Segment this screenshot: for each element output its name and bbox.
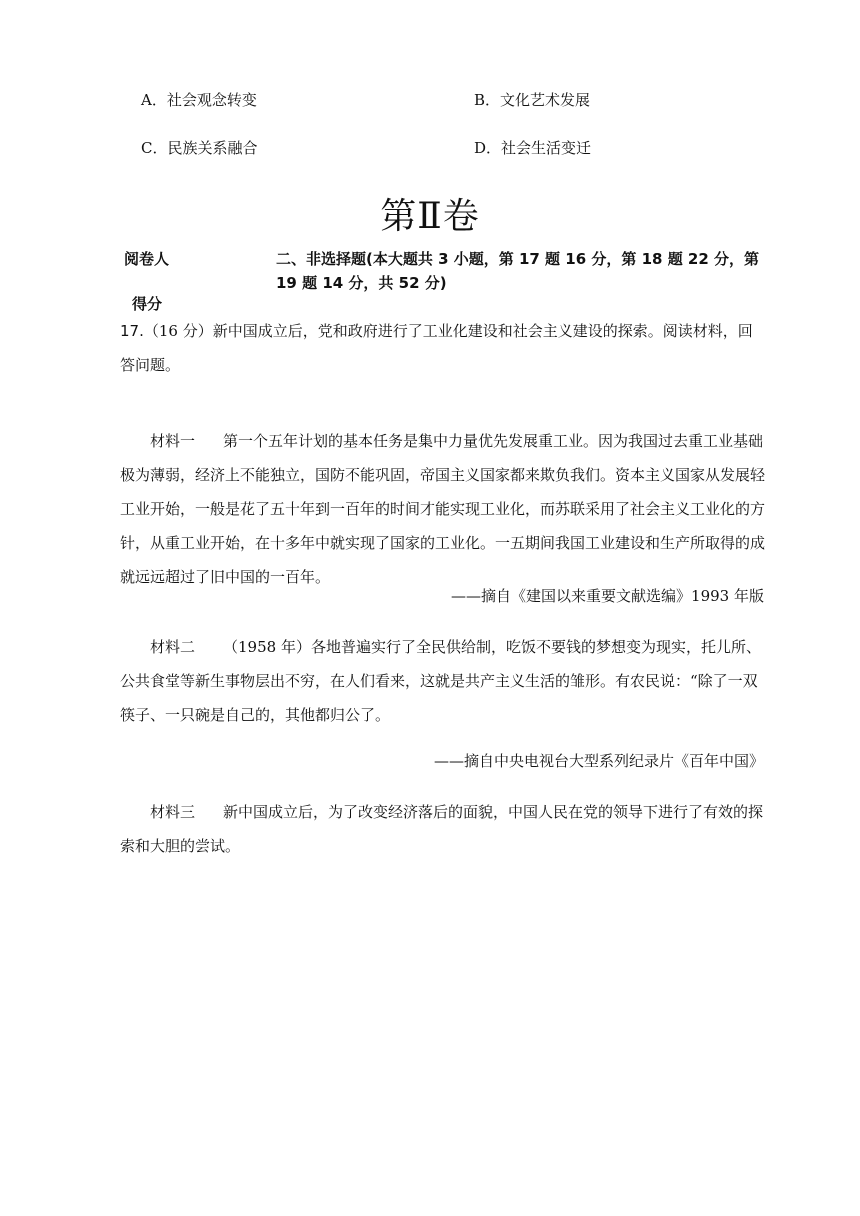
- option-a-letter: A．: [141, 91, 167, 109]
- material-3-label: 材料三: [150, 803, 196, 821]
- option-a-text: 社会观念转变: [166, 91, 257, 109]
- question-17-stem: [120, 314, 765, 382]
- option-b: [474, 89, 590, 110]
- option-b-text: 文化艺术发展: [500, 91, 591, 109]
- option-c: [141, 137, 258, 158]
- section-title: 第Ⅱ卷: [380, 196, 480, 237]
- material-2-source: ——摘自中央电视台大型系列纪录片《百年中国》: [433, 752, 764, 770]
- material-3-text: 新中国成立后，为了改变经济落后的面貌，中国人民在党的领导下进行了有效的探索和大胆的尝试。: [120, 803, 764, 855]
- option-d-text: 社会生活变迁: [501, 139, 592, 157]
- material-2-text: （1958 年）各地普遍实行了全民供给制，吃饭不要钱的梦想变为现实，托儿所、公共食堂等新生事物层出不穷，在人们看来，这就是共产主义生活的雏形。有农民说：“除了一双筷子、一只碗是自己的，其他都归公了。: [120, 638, 761, 724]
- part-heading-line1: 二、非选择题(本大题共 3 小题，第 17 题 16 分，第 18 题 22 分，第: [276, 250, 760, 268]
- material-1-text: 第一个五年计划的基本任务是集中力量优先发展重工业。因为我国过去重工业基础极为薄弱，经济上不能独立，国防不能巩固，帝国主义国家都来欺负我们。资本主义国家从发展轻工业开始，一般是花了五十年到一百年的时间才能实现工业化，而苏联采用了社会主义工业化的方针，从重工业开始，在十多年中就实现了国家的工业化。一五期间我国工业建设和生产所取得的成就远远超过了旧中国的一百年。: [120, 432, 766, 586]
- material-2: [120, 630, 765, 732]
- option-c-text: 民族关系融合: [167, 139, 258, 157]
- option-b-letter: B．: [474, 91, 501, 109]
- score-label: 得分: [132, 295, 163, 313]
- option-d: [474, 137, 591, 158]
- option-d-letter: D．: [474, 139, 502, 157]
- option-a: [141, 89, 257, 110]
- material-1-source: ——摘自《建国以来重要文献选编》1993 年版: [451, 587, 764, 605]
- question-points: （16 分）: [143, 322, 213, 340]
- material-2-label: 材料二: [150, 638, 196, 656]
- question-number: 17.: [120, 322, 144, 340]
- material-1: [120, 424, 765, 594]
- question-text: 新中国成立后，党和政府进行了工业化建设和社会主义建设的探索。阅读材料，回答问题。: [120, 322, 753, 374]
- reviewer-label: 阅卷人: [124, 250, 170, 268]
- option-c-letter: C．: [141, 139, 168, 157]
- material-1-label: 材料一: [150, 432, 196, 450]
- material-3: [120, 795, 765, 863]
- part-heading-line2: 19 题 14 分，共 52 分): [276, 274, 447, 292]
